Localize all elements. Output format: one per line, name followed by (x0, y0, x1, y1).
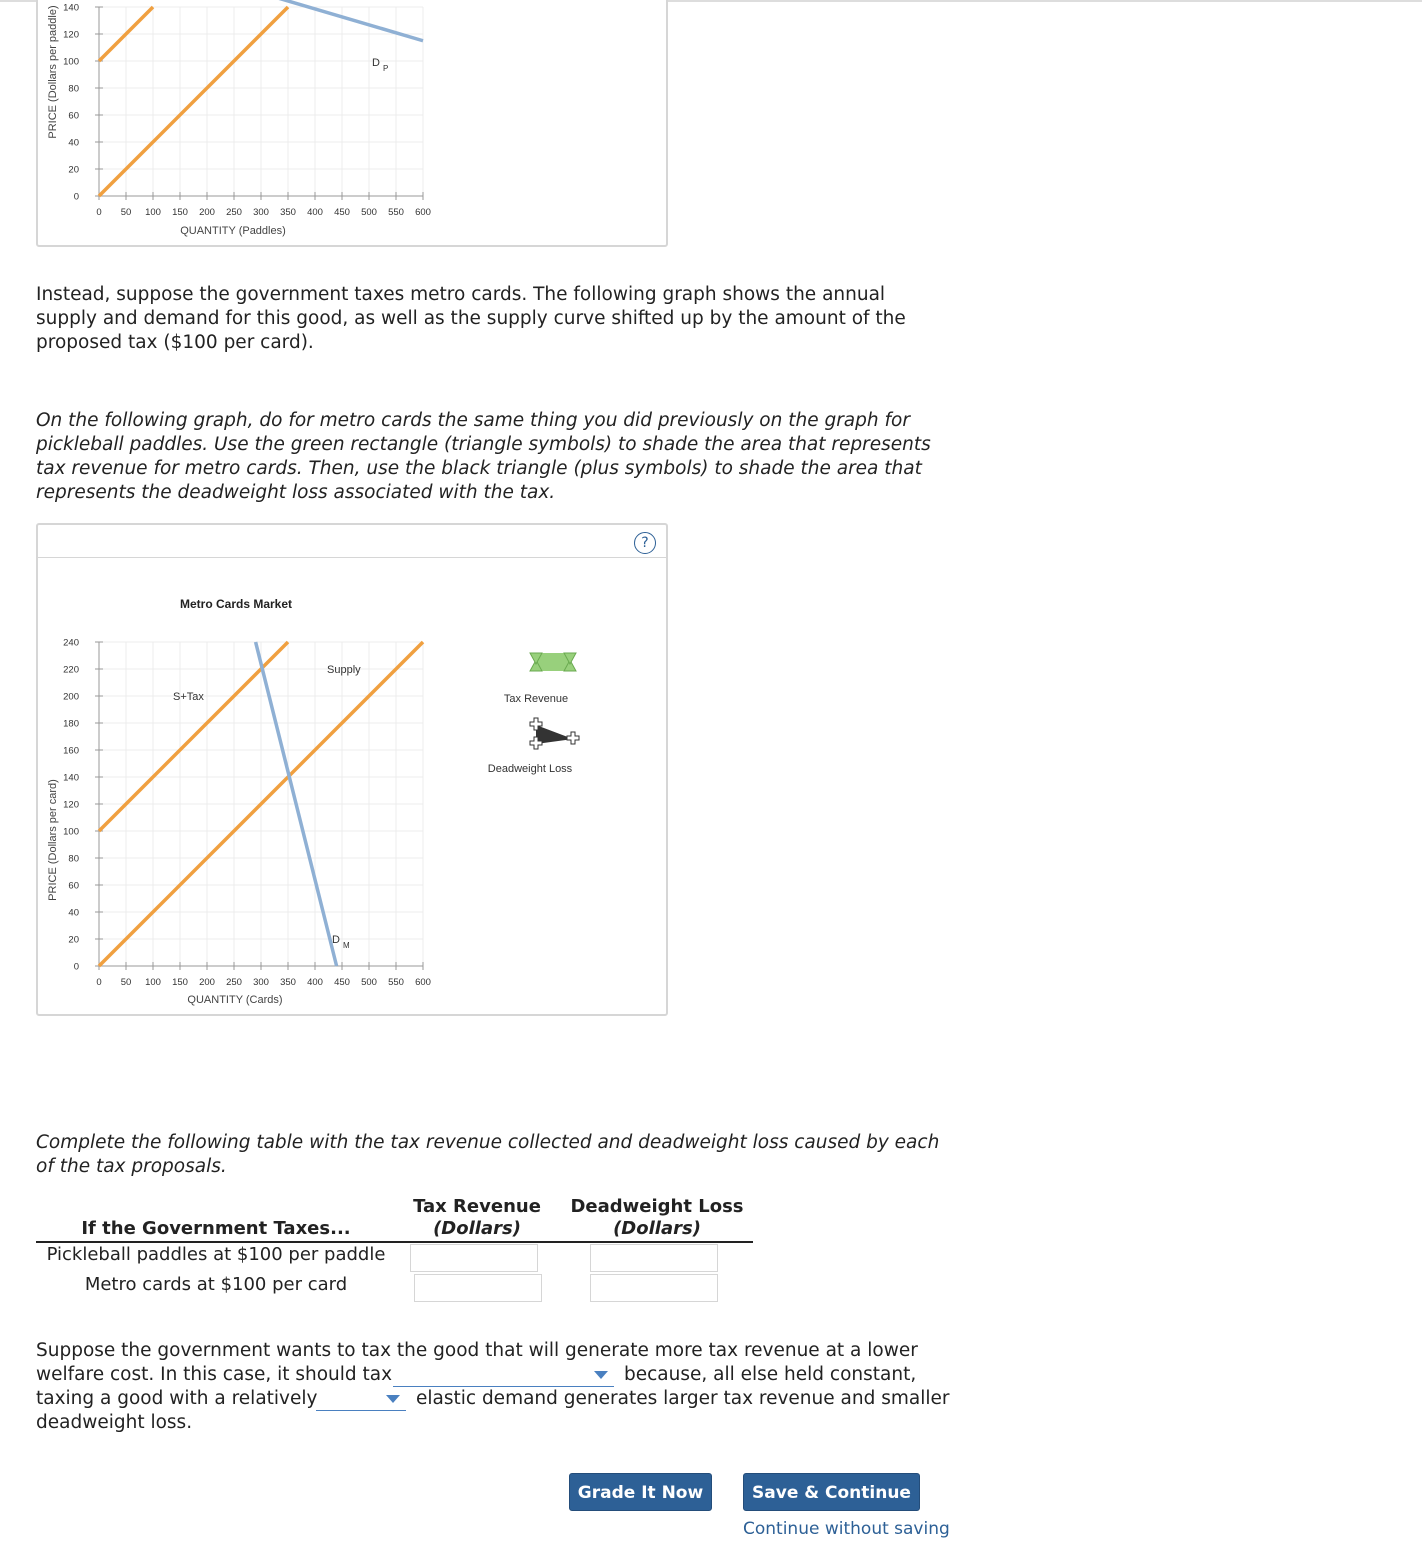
metro-y-tick-label: 220 (63, 664, 79, 676)
metro-x-tick-label: 200 (199, 977, 215, 988)
question-line-2b: because, all else held constant, (624, 1364, 917, 1385)
metro-y-tick-label: 180 (63, 718, 79, 730)
chevron-down-icon (594, 1371, 608, 1379)
metro-graph (38, 525, 666, 1014)
pickleball-x-tick-label: 550 (388, 207, 404, 218)
pickleball-x-axis-label: QUANTITY (Paddles) (180, 225, 286, 237)
pickleball-tax-revenue-input[interactable] (410, 1244, 538, 1272)
question-line-2: welfare cost. In this case, it should tax (36, 1364, 393, 1385)
metro-x-tick-label: 300 (253, 977, 269, 988)
metro-x-tick-label: 100 (145, 977, 161, 988)
deadweight-loss-legend-label: Deadweight Loss (487, 763, 573, 775)
table-header-rule (36, 1241, 753, 1243)
pickleball-y-tick-label: 80 (68, 83, 79, 95)
grade-it-now-button[interactable]: Grade It Now (569, 1473, 712, 1511)
metro-graph-title: Metro Cards Market (179, 597, 293, 611)
s-plus-tax-curve-label: S+Tax (173, 691, 204, 703)
metro-y-tick-label: 0 (73, 961, 79, 973)
col-header-government-taxes: If the Government Taxes... (81, 1218, 351, 1239)
intro-text: Instead, suppose the government taxes metro cards. The following graph shows the annual supply and demand for this good, as well as the supply curve shifted up by the amount of the proposed tax ($100 per card). (36, 284, 906, 353)
pickleball-x-tick-label: 150 (172, 207, 188, 218)
metro-y-tick-label: 40 (68, 907, 79, 919)
pickleball-x-tick-label: 200 (199, 207, 215, 218)
question-line-4: deadweight loss. (36, 1412, 193, 1433)
deadweight-loss-tool[interactable] (530, 718, 579, 749)
chevron-down-icon (386, 1395, 400, 1403)
pickleball-graph-panel (36, 0, 668, 247)
demand-curve-label: D $_M$ (332, 934, 350, 950)
row-label-metro: Metro cards at $100 per card (84, 1274, 348, 1295)
supply-curve-label: Supply (327, 664, 361, 676)
metro-y-tick-label: 240 (63, 637, 79, 649)
metro-x-tick-label: 400 (307, 977, 323, 988)
metro-x-tick-label: 250 (226, 977, 242, 988)
metro-s-plus-tax-line (99, 642, 288, 831)
metro-x-tick-label: 500 (361, 977, 377, 988)
plus-handle-icon[interactable] (567, 732, 579, 744)
metro-y-tick-label: 140 (63, 772, 79, 784)
tax-revenue-legend-label: Tax Revenue (503, 693, 569, 705)
help-icon[interactable]: ? (634, 532, 656, 554)
pickleball-x-tick-label: 50 (120, 207, 132, 218)
pickleball-x-tick-label: 250 (226, 207, 242, 218)
pickleball-x-tick-label: 350 (280, 207, 296, 218)
pickleball-y-tick-label: 0 (73, 191, 79, 203)
metro-x-tick-label: 450 (334, 977, 350, 988)
question-line-3b: elastic demand generates larger tax revenue and smaller (416, 1388, 950, 1409)
pickleball-y-tick-label: 40 (68, 137, 79, 149)
pickleball-y-tick-label: 120 (63, 29, 79, 41)
metro-x-tick-label: 550 (388, 977, 404, 988)
pickleball-y-tick-label: 140 (63, 2, 79, 14)
metro-y-tick-label: 20 (68, 934, 79, 946)
metro-graph-panel (36, 523, 668, 1016)
metro-x-tick-label: 350 (280, 977, 296, 988)
pickleball-x-tick-label: 500 (361, 207, 377, 218)
tax-revenue-rectangle[interactable] (536, 653, 570, 671)
pickleball-graph (38, 0, 666, 245)
metro-x-tick-label: 600 (415, 977, 431, 988)
metro-y-tick-label: 200 (63, 691, 79, 703)
pickleball-supply-line (99, 7, 288, 196)
pickleball-x-tick-label: 400 (307, 207, 323, 218)
pickleball-x-tick-label: 300 (253, 207, 269, 218)
metro-deadweight-loss-input[interactable] (590, 1274, 718, 1302)
pickleball-y-tick-label: 60 (68, 110, 79, 122)
metro-x-axis-label: QUANTITY (Cards) (187, 994, 283, 1006)
continue-without-saving-link[interactable]: Continue without saving (743, 1519, 950, 1539)
table-prompt: Complete the following table with the tax revenue collected and deadweight loss caused by each of the tax proposals. (36, 1132, 940, 1177)
metro-x-tick-label: 50 (120, 977, 132, 988)
good-to-tax-dropdown[interactable] (393, 1363, 614, 1387)
pickleball-deadweight-loss-input[interactable] (590, 1244, 718, 1272)
metro-y-tick-label: 100 (63, 826, 79, 838)
metro-y-tick-label: 60 (68, 880, 79, 892)
metro-x-tick-label: 0 (96, 977, 102, 988)
pickleball-demand-label: D $_P$ (372, 57, 389, 73)
pickleball-y-axis-label: PRICE (Dollars per paddle) (47, 5, 59, 139)
metro-tax-revenue-input[interactable] (414, 1274, 542, 1302)
metro-y-tick-label: 120 (63, 799, 79, 811)
col-header-deadweight-loss: Deadweight Loss (Dollars) (570, 1196, 744, 1239)
pickleball-x-tick-label: 600 (415, 207, 431, 218)
pickleball-x-tick-label: 100 (145, 207, 161, 218)
pickleball-x-tick-label: 0 (96, 207, 102, 218)
metro-x-tick-label: 150 (172, 977, 188, 988)
metro-y-tick-label: 160 (63, 745, 79, 757)
row-label-pickleball: Pickleball paddles at $100 per paddle (46, 1244, 386, 1265)
pickleball-x-tick-label: 450 (334, 207, 350, 218)
pickleball-demand-line (272, 0, 423, 41)
pickleball-y-tick-label: 20 (68, 164, 79, 176)
col-header-tax-revenue: Tax Revenue (Dollars) (413, 1196, 541, 1239)
tax-revenue-tool[interactable] (530, 653, 576, 671)
save-and-continue-button[interactable]: Save & Continue (743, 1473, 920, 1511)
metro-y-tick-label: 80 (68, 853, 79, 865)
question-line-1: Suppose the government wants to tax the good that will generate more tax revenue at a lower (36, 1340, 918, 1361)
metro-y-axis-label: PRICE (Dollars per card) (47, 779, 59, 901)
instruction-text: On the following graph, do for metro cards the same thing you did previously on the graph for pickleball paddles. Use the green rectangle (triangle symbols) to shade the area that represents tax revenue for metro cards. Then, use the black triangle (plus symbols) to shade the area that represents the deadweight loss associated with the tax. (36, 410, 931, 503)
question-line-3: taxing a good with a relatively (36, 1388, 318, 1409)
elasticity-dropdown[interactable] (316, 1387, 406, 1411)
pickleball-y-tick-label: 100 (63, 56, 79, 68)
